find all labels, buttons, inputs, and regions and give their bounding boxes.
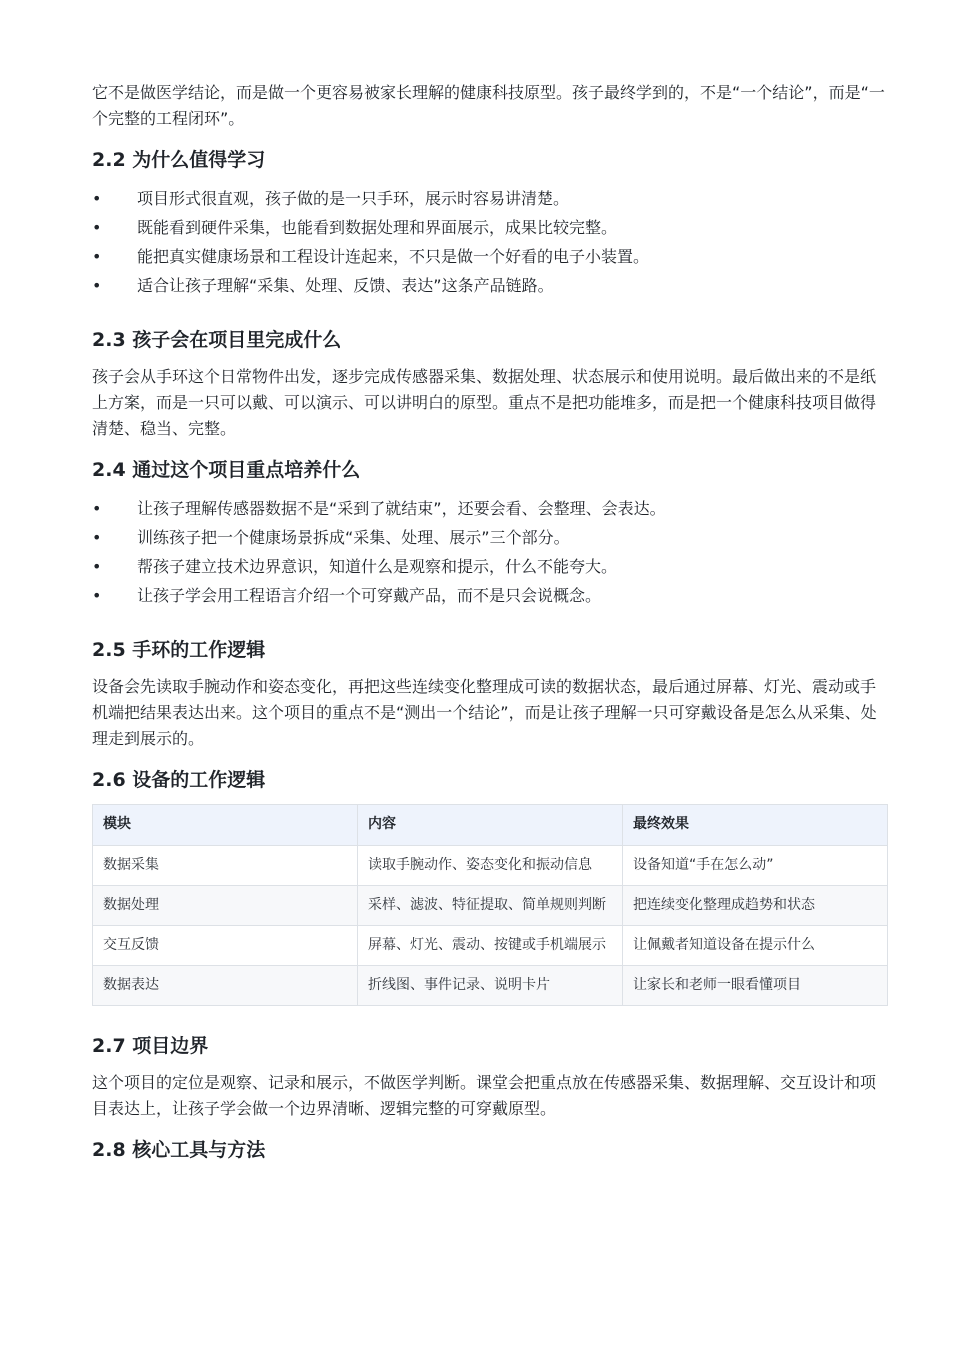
list-item: • 能把真实健康场景和工程设计连起来，不只是做一个好看的电子小装置。: [92, 247, 650, 266]
table-cell: 采样、滤波、特征提取、简单规则判断: [358, 886, 623, 926]
section-2-3-body: 孩子会从手环这个日常物件出发，逐步完成传感器采集、数据处理、状态展示和使用说明。最后做出来的不是纸上方案，而是一只可以戴、可以演示、可以讲明白的原型。重点不是把功能堆多，而是把一个健康科技项目做得清楚、稳当、完整。: [92, 367, 877, 438]
column-header-effect: 最终效果: [623, 805, 888, 846]
section-2-2-heading: 2.2 为什么值得学习: [92, 149, 266, 171]
table-header-row: [93, 805, 888, 846]
table-cell: 读取手腕动作、姿态变化和振动信息: [358, 846, 623, 886]
table-row: [93, 966, 888, 1006]
table-row: [93, 886, 888, 926]
section-2-5-heading: 2.5 手环的工作逻辑: [92, 639, 266, 661]
list-item: • 既能看到硬件采集，也能看到数据处理和界面展示，成果比较完整。: [92, 218, 618, 237]
table-cell: 屏幕、灯光、震动、按键或手机端展示: [358, 926, 623, 966]
table-cell: 数据采集: [93, 846, 358, 886]
table-cell: 把连续变化整理成趋势和状态: [623, 886, 888, 926]
section-2-3-heading: 2.3 孩子会在项目里完成什么: [92, 329, 342, 351]
list-item: • 帮孩子建立技术边界意识，知道什么是观察和提示，什么不能夸大。: [92, 557, 618, 576]
section-2-8-heading: 2.8 核心工具与方法: [92, 1139, 266, 1161]
list-item: • 项目形式很直观，孩子做的是一只手环，展示时容易讲清楚。: [92, 189, 570, 208]
table-cell: 数据处理: [93, 886, 358, 926]
table-cell: 让家长和老师一眼看懂项目: [623, 966, 888, 1006]
table-cell: 交互反馈: [93, 926, 358, 966]
table-row: [93, 846, 888, 886]
document-page: [92, 80, 888, 1164]
section-2-6-heading: 2.6 设备的工作逻辑: [92, 769, 266, 791]
intro-paragraph: 它不是做医学结论，而是做一个更容易被家长理解的健康科技原型。孩子最终学到的，不是“一个结论”，而是“一个完整的工程闭环”。: [92, 83, 885, 128]
section-2-5-body: 设备会先读取手腕动作和姿态变化，再把这些连续变化整理成可读的数据状态，最后通过屏幕、灯光、震动或手机端把结果表达出来。这个项目的重点不是“测出一个结论”，而是让孩子理解一只可穿戴设备是怎么从采集、处理走到展示的。: [92, 677, 877, 748]
table-cell: 折线图、事件记录、说明卡片: [358, 966, 623, 1006]
list-item: • 让孩子理解传感器数据不是“采到了就结束”，还要会看、会整理、会表达。: [92, 499, 666, 518]
section-2-7-heading: 2.7 项目边界: [92, 1035, 209, 1057]
list-item: • 适合让孩子理解“采集、处理、反馈、表达”这条产品链路。: [92, 276, 554, 295]
table-cell: 让佩戴者知道设备在提示什么: [623, 926, 888, 966]
work-logic-table: [92, 804, 888, 1006]
section-2-4-list: [92, 494, 888, 610]
column-header-module: 模块: [93, 805, 358, 846]
section-2-7-body: 这个项目的定位是观察、记录和展示，不做医学判断。课堂会把重点放在传感器采集、数据理解、交互设计和项目表达上，让孩子学会做一个边界清晰、逻辑完整的可穿戴原型。: [92, 1073, 877, 1118]
section-2-4-heading: 2.4 通过这个项目重点培养什么: [92, 459, 361, 481]
list-item: • 让孩子学会用工程语言介绍一个可穿戴产品，而不是只会说概念。: [92, 586, 602, 605]
table-row: [93, 926, 888, 966]
section-2-2-list: [92, 184, 888, 300]
table-cell: 设备知道“手在怎么动”: [623, 846, 888, 886]
column-header-content: 内容: [358, 805, 623, 846]
list-item: • 训练孩子把一个健康场景拆成“采集、处理、展示”三个部分。: [92, 528, 570, 547]
table-cell: 数据表达: [93, 966, 358, 1006]
